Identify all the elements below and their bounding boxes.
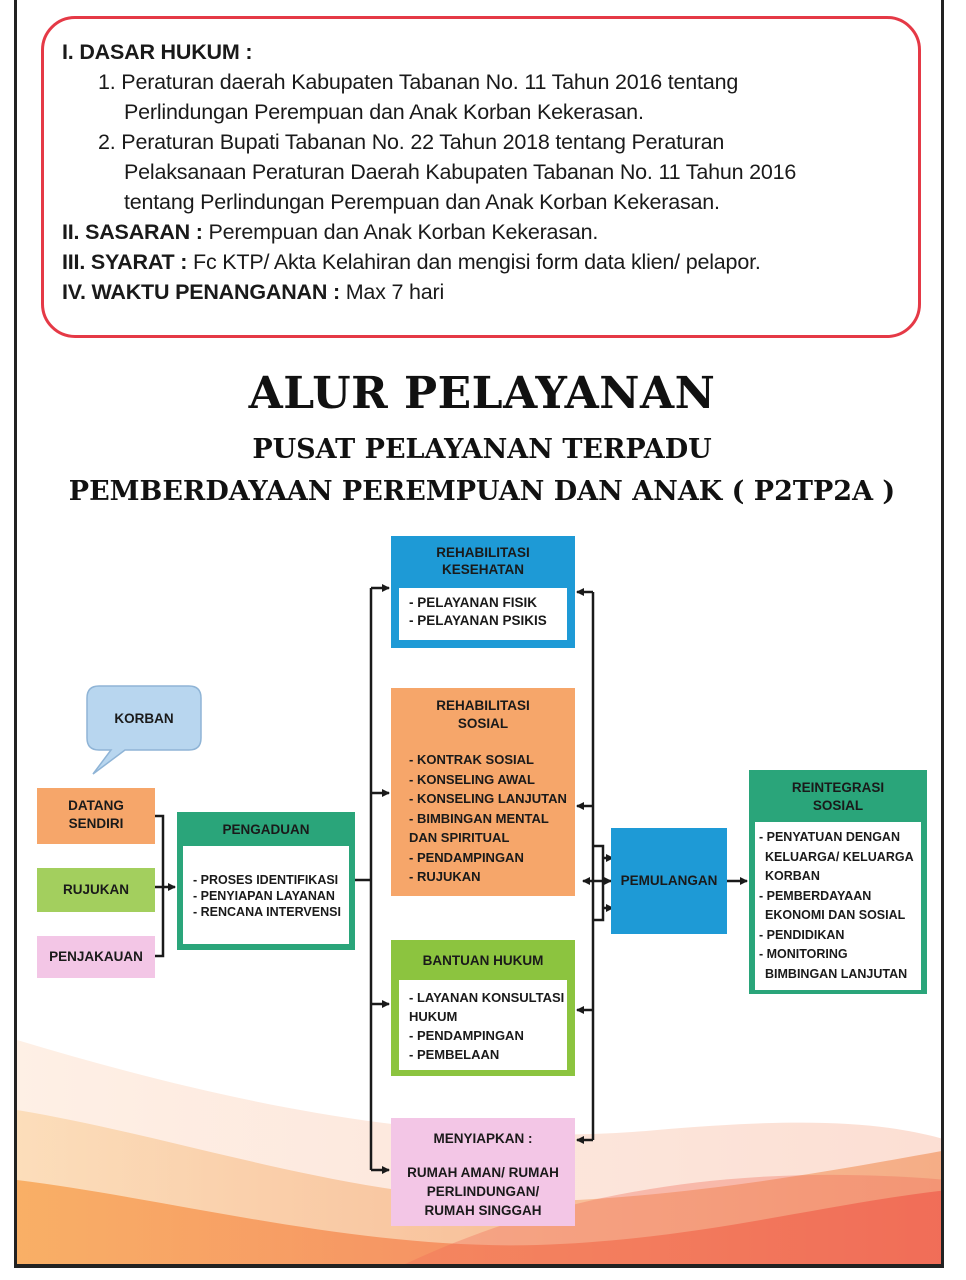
source-rujukan bbox=[37, 868, 155, 912]
handling-time-value: Max 7 hari bbox=[345, 280, 445, 304]
rehab-sosial-title-1: REHABILITASI bbox=[436, 698, 530, 713]
rehab-sosial-item-5: DAN SPIRITUAL bbox=[409, 830, 510, 845]
reintegrasi-item-7: - MONITORING bbox=[759, 947, 848, 961]
legal-item-2-line-3: tentang Perlindungan Perempuan dan Anak Korban Kekerasan. bbox=[124, 190, 720, 214]
pengaduan-item-2: - PENYIAPAN LAYANAN bbox=[193, 889, 335, 903]
bantuan-hukum-box bbox=[391, 940, 575, 1076]
rehab-kesehatan-list bbox=[399, 588, 567, 640]
rehab-sosial-item-3: - KONSELING LANJUTAN bbox=[409, 791, 567, 806]
rehab-kesehatan-box bbox=[391, 536, 575, 648]
bantuan-hukum-list bbox=[399, 980, 567, 1070]
subtitle-1: PUSAT PELAYANAN TERPADU bbox=[252, 434, 712, 465]
datang-line-2: SENDIRI bbox=[68, 816, 124, 831]
pengaduan-list bbox=[183, 846, 349, 944]
legal-item-2-line-1: 2. Peraturan Bupati Tabanan No. 22 Tahun 2018 tentang Peraturan bbox=[98, 130, 725, 154]
menyiapkan-box bbox=[391, 1118, 575, 1226]
speech-bubble-icon bbox=[85, 684, 205, 778]
reintegrasi-item-4: - PEMBERDAYAAN bbox=[759, 888, 872, 903]
rehab-sosial-item-2: - KONSELING AWAL bbox=[409, 771, 535, 787]
bantuan-hukum-title: BANTUAN HUKUM bbox=[422, 953, 544, 968]
subtitle-2: PEMBERDAYAAN PEREMPUAN DAN ANAK ( P2TP2A ) bbox=[68, 476, 896, 507]
legal-item-1-line-1: 1. Peraturan daerah Kabupaten Tabanan No. 11 Tahun 2016 tentang bbox=[98, 70, 739, 94]
reintegrasi-box bbox=[749, 770, 927, 994]
legal-item-1-line-2: Perlindungan Perempuan dan Anak Korban Kekerasan. bbox=[124, 100, 644, 124]
reintegrasi-item-1: - PENYATUAN DENGAN bbox=[759, 830, 900, 844]
reintegrasi-item-6: - PENDIDIKAN bbox=[759, 927, 845, 942]
reintegrasi-item-2: KELUARGA/ KELUARGA bbox=[765, 849, 914, 864]
rehab-sosial-item-1: - KONTRAK SOSIAL bbox=[409, 752, 534, 767]
rujukan-label: RUJUKAN bbox=[62, 882, 129, 897]
reintegrasi-item-5: EKONOMI DAN SOSIAL bbox=[765, 908, 906, 922]
pengaduan-item-1: - PROSES IDENTIFIKASI bbox=[193, 873, 339, 887]
legal-item-2-line-2: Pelaksanaan Peraturan Daerah Kabupaten Tabanan No. 11 Tahun 2016 bbox=[124, 160, 797, 184]
reintegrasi-item-3: KORBAN bbox=[765, 869, 820, 883]
rehab-sosial-item-7: - RUJUKAN bbox=[409, 869, 481, 884]
bantuan-hukum-item-1: - LAYANAN KONSULTASI bbox=[409, 990, 565, 1005]
rehab-kesehatan-title-2: KESEHATAN bbox=[441, 562, 524, 577]
pengaduan-item-3: - RENCANA INTERVENSI bbox=[193, 905, 341, 919]
requirement-value: Fc KTP/ Akta Kelahiran dan mengisi form data klien/ pelapor. bbox=[193, 250, 761, 274]
rehab-sosial-title-2: SOSIAL bbox=[457, 716, 509, 731]
pengaduan-title: PENGADUAN bbox=[222, 822, 310, 837]
rehab-kesehatan-title-1: REHABILITASI bbox=[436, 545, 530, 560]
source-penjakauan bbox=[37, 936, 155, 978]
rehab-sosial-box bbox=[391, 688, 575, 896]
bantuan-hukum-item-2: HUKUM bbox=[409, 1009, 458, 1024]
main-title: ALUR PELAYANAN bbox=[248, 368, 716, 419]
reintegrasi-item-8: BIMBINGAN LANJUTAN bbox=[765, 966, 908, 981]
bantuan-hukum-item-4: - PEMBELAAN bbox=[409, 1047, 500, 1062]
rehab-sosial-item-6: - PENDAMPINGAN bbox=[409, 849, 524, 865]
rehab-kesehatan-item-1: - PELAYANAN FISIK bbox=[409, 595, 538, 610]
requirement-label: III. SYARAT : bbox=[62, 250, 188, 274]
korban-label: KORBAN bbox=[114, 711, 174, 726]
reintegrasi-list bbox=[755, 822, 921, 990]
legal-basis-heading: I. DASAR HUKUM : bbox=[62, 40, 253, 64]
target-label: II. SASARAN : bbox=[62, 220, 203, 244]
target-value: Perempuan dan Anak Korban Kekerasan. bbox=[208, 220, 599, 244]
menyiapkan-line-1: RUMAH AMAN/ RUMAH bbox=[407, 1165, 559, 1180]
rehab-sosial-list bbox=[399, 744, 567, 888]
datang-line-1: DATANG bbox=[68, 798, 124, 813]
penjakauan-label: PENJAKAUAN bbox=[49, 949, 143, 964]
menyiapkan-line-2: PERLINDUNGAN/ bbox=[426, 1184, 540, 1199]
pengaduan-box bbox=[177, 812, 355, 950]
reintegrasi-title-1: REINTEGRASI bbox=[791, 780, 885, 795]
menyiapkan-title: MENYIAPKAN : bbox=[433, 1131, 533, 1146]
handling-time-label: IV. WAKTU PENANGANAN : bbox=[62, 280, 340, 304]
pemulangan-label: PEMULANGAN bbox=[620, 873, 718, 888]
rehab-kesehatan-item-2: - PELAYANAN PSIKIS bbox=[409, 612, 547, 628]
source-datang-sendiri bbox=[37, 788, 155, 844]
pemulangan-box bbox=[611, 828, 727, 934]
menyiapkan-line-3: RUMAH SINGGAH bbox=[424, 1203, 542, 1218]
reintegrasi-title-2: SOSIAL bbox=[812, 798, 864, 813]
bantuan-hukum-item-3: - PENDAMPINGAN bbox=[409, 1028, 524, 1043]
rehab-sosial-item-4: - BIMBINGAN MENTAL bbox=[409, 810, 549, 826]
poster-frame bbox=[14, 0, 944, 1268]
